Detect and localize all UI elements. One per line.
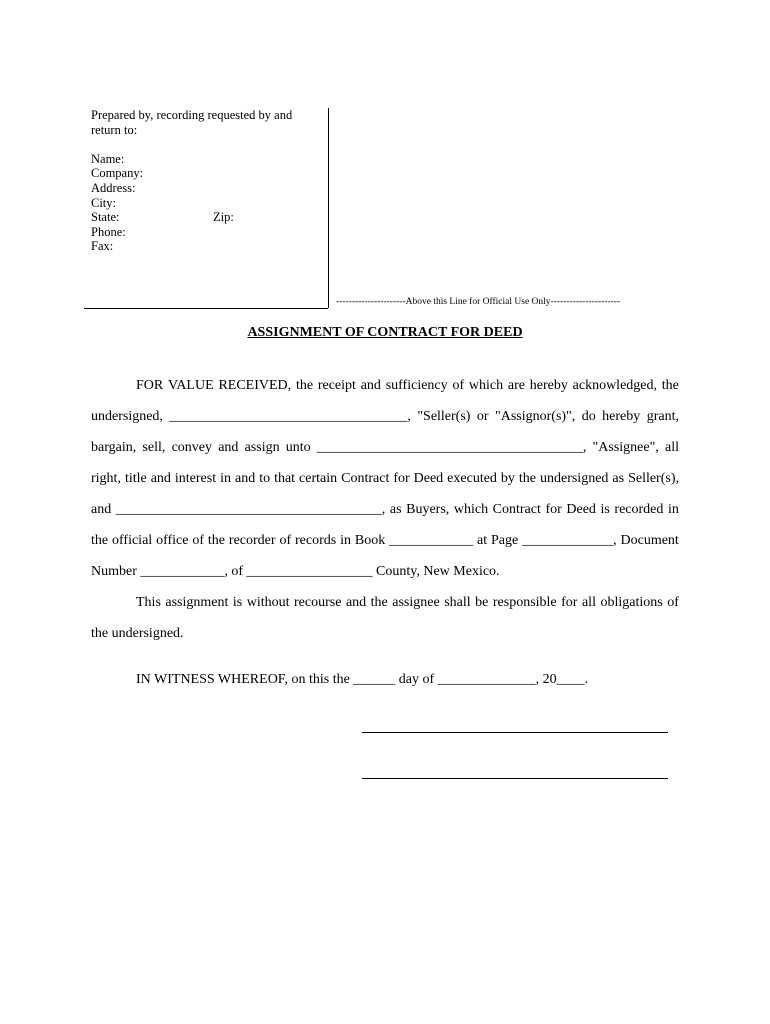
word: and: [360, 378, 381, 393]
city-label: City:: [91, 195, 117, 210]
word: recorded: [614, 502, 664, 517]
word: recorder: [228, 533, 276, 548]
prepared-by-line1: Prepared by, recording requested by and: [91, 108, 293, 122]
word: records: [295, 533, 337, 548]
paragraph1-line7: Number ____________, of __________________ County, New Mexico.: [91, 564, 500, 579]
word: ____________: [389, 533, 474, 548]
word: undersigned: [539, 471, 609, 486]
word: of: [279, 533, 292, 548]
word: recourse: [294, 595, 342, 610]
word: that: [274, 471, 296, 486]
word: "Seller(s): [417, 409, 471, 424]
word: sufficiency: [385, 378, 448, 393]
word: in: [340, 533, 351, 548]
paragraph1-line6: [91, 532, 679, 550]
word: right,: [91, 471, 121, 486]
word: be: [475, 595, 489, 610]
word: office: [156, 533, 189, 548]
word: of: [192, 533, 205, 548]
word: FOR: [136, 378, 164, 393]
word: or: [476, 409, 489, 424]
word: shall: [444, 595, 471, 610]
word: and: [91, 502, 112, 517]
word: to: [259, 471, 271, 486]
word: Seller(s),: [628, 471, 679, 486]
word: hereby: [602, 409, 641, 424]
word: all: [665, 440, 679, 455]
witness-line: IN WITNESS WHEREOF, on this the ______ day of ______________, 20____.: [136, 672, 589, 687]
signature-line-1[interactable]: [362, 732, 668, 733]
word: and: [218, 440, 239, 455]
word: assignment: [165, 595, 229, 610]
word: without: [246, 595, 290, 610]
word: bargain,: [91, 440, 137, 455]
word: for: [393, 471, 410, 486]
word: "Assignor(s)",: [495, 409, 576, 424]
word: certain: [299, 471, 338, 486]
prepared-by-line2: return to:: [91, 122, 138, 137]
word: as: [389, 502, 402, 517]
document-title: ASSIGNMENT OF CONTRACT FOR DEED: [247, 325, 523, 340]
word: the: [661, 378, 679, 393]
word: convey: [171, 440, 212, 455]
word: for: [545, 502, 562, 517]
word: acknowledged,: [572, 378, 657, 393]
word: Buyers,: [406, 502, 450, 517]
word: which: [468, 378, 504, 393]
word: executed: [447, 471, 497, 486]
word: is: [600, 502, 610, 517]
word: do: [581, 409, 596, 424]
word: the: [370, 595, 388, 610]
company-label: Company:: [91, 166, 144, 181]
word: Deed: [413, 471, 444, 486]
word: receipt: [317, 378, 356, 393]
word: interest: [174, 471, 217, 486]
word: the: [91, 533, 109, 548]
word: ______________________________________,: [316, 440, 587, 455]
word: is: [232, 595, 243, 610]
word: hereby: [529, 378, 568, 393]
word: and: [150, 471, 171, 486]
paragraph2-line2: the undersigned.: [91, 626, 184, 641]
paragraph1-line4: [91, 470, 679, 488]
signature-line-2[interactable]: [362, 778, 668, 779]
word: Page: [491, 533, 519, 548]
official-use-line: ----------------------Above this Line for Official Use Only----------------------: [336, 297, 621, 307]
paragraph1-line3: [91, 439, 679, 457]
word: title: [124, 471, 147, 486]
word: obligations: [600, 595, 663, 610]
recording-box-horizontal-rule: [84, 308, 328, 309]
word: assignee: [392, 595, 440, 610]
word: unto: [285, 440, 311, 455]
word: undersigned,: [91, 409, 163, 424]
word: at: [477, 533, 488, 548]
word: official: [112, 533, 153, 548]
word: which: [453, 502, 489, 517]
paragraph1-line5: [91, 501, 679, 519]
word: responsible: [492, 595, 557, 610]
word: and: [345, 595, 367, 610]
word: of: [452, 378, 465, 393]
word: Deed: [566, 502, 596, 517]
word: __________________________________,: [169, 409, 411, 424]
fax-label: Fax:: [91, 239, 114, 254]
address-label: Address:: [91, 180, 136, 195]
word: VALUE: [168, 378, 214, 393]
phone-label: Phone:: [91, 224, 126, 239]
name-label: Name:: [91, 151, 125, 166]
word: the: [295, 378, 314, 393]
word: _____________,: [522, 533, 617, 548]
paragraph1-line1: [136, 377, 679, 395]
word: Book: [354, 533, 386, 548]
word: sell,: [142, 440, 166, 455]
word: in: [667, 502, 679, 517]
word: This: [136, 595, 161, 610]
recording-box-vertical-rule: [328, 108, 329, 308]
word: "Assignee",: [592, 440, 659, 455]
word: ______________________________________,: [115, 502, 386, 517]
word: Contract: [492, 502, 541, 517]
word: all: [581, 595, 596, 610]
word: for: [561, 595, 578, 610]
word: Document: [620, 533, 679, 548]
word: grant,: [646, 409, 679, 424]
state-label: State:: [91, 210, 120, 225]
paragraph1-line2: [91, 408, 679, 426]
word: are: [507, 378, 525, 393]
word: assign: [244, 440, 280, 455]
word: and: [234, 471, 256, 486]
word: the: [207, 533, 226, 548]
word: the: [518, 471, 536, 486]
zip-label: Zip:: [213, 210, 234, 225]
word: RECEIVED,: [218, 378, 292, 393]
prepared-by-block: [91, 108, 321, 254]
word: by: [500, 471, 515, 486]
word: in: [220, 471, 231, 486]
word: of: [667, 595, 679, 610]
word: as: [612, 471, 625, 486]
paragraph2-line1: [136, 594, 679, 612]
word: Contract: [341, 471, 390, 486]
